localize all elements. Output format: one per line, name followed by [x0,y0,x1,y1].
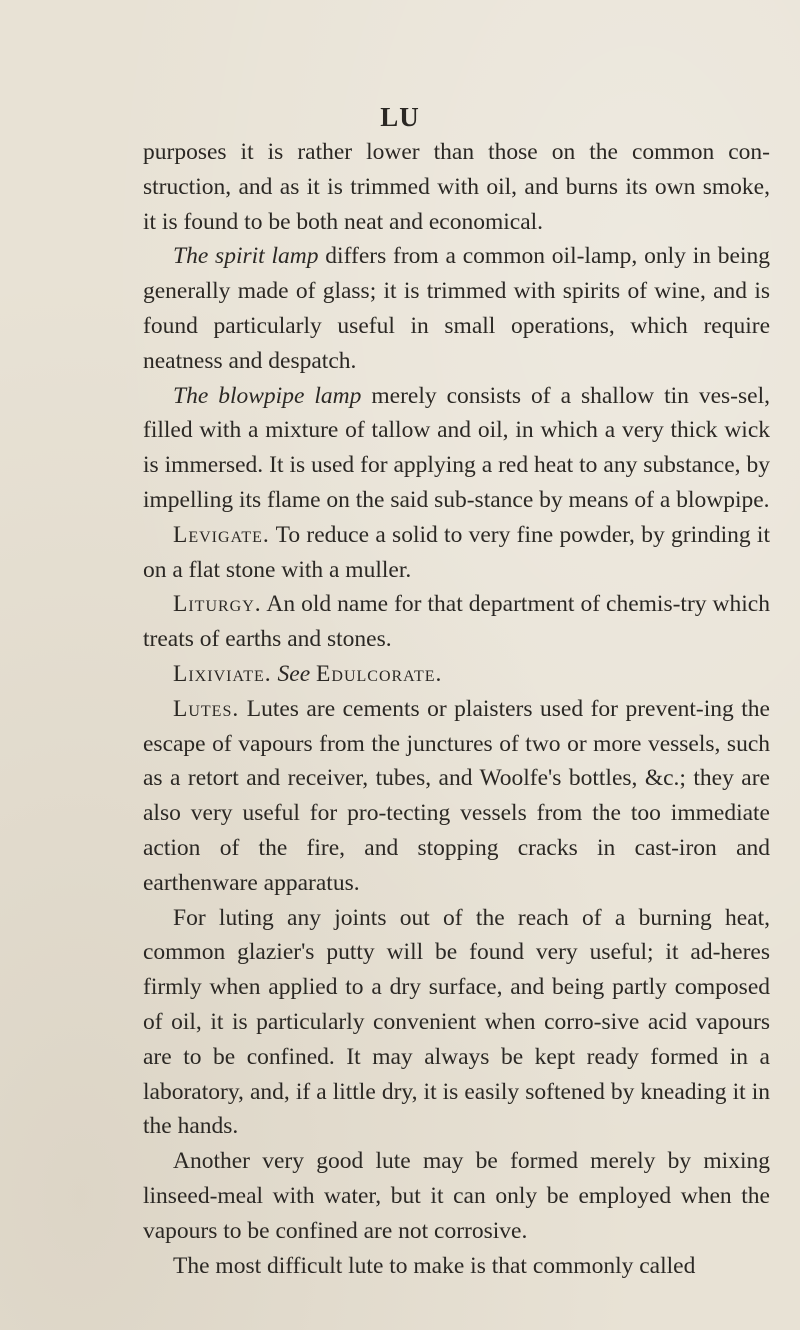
entry-term: Liturgy. [173,591,262,618]
running-head: LU [380,102,420,132]
paragraph-text: Another very good lute may be formed merely by mixing linseed-meal with water, but it can only be employed when the vapours to be confined are not corrosive. [143,1148,770,1244]
entry-term: Lutes. [173,695,240,722]
entry-term: Lixiviate. [173,660,272,687]
entry-definition: An old name for that department of chemis-try which treats of earths and stones. [143,591,770,653]
paragraph-spirit-lamp [143,239,770,378]
cross-reference-target: Edulcorate. [316,660,443,687]
paragraph-luting [143,901,770,1145]
paragraph-another-lute [143,1144,770,1248]
paragraph-text: differs from a common oil-lamp, only in being generally made of glass; it is trimmed with spirits of wine, and is found particularly useful in small operations, which require neatness and despatch. [143,243,770,374]
paragraph-difficult-lute [143,1249,770,1284]
cross-reference-label: See [271,660,317,687]
entry-lixiviate [143,657,770,692]
paragraph-text: merely consists of a shallow tin ves-sel, filled with a mixture of tallow and oil, in which a very thick wick is immersed. It is used for applying a red heat to any substance, by impelling its flame on the said sub-stance by means of a blowpipe. [143,382,770,513]
paragraph-text: For luting any joints out of the reach of a burning heat, common glazier's putty will be found very useful; it ad-heres firmly when applied to a dry surface, and being partly composed of oil, it is particularly convenient when corro-sive acid vapours are to be confined. It may always be kept ready formed in a laboratory, and, if a little dry, it is easily softened by kneading it in the hands. [143,904,770,1140]
entry-liturgy [143,587,770,657]
paragraph-continuation [143,135,770,239]
body-text [143,135,770,1283]
entry-subject: The spirit lamp [173,243,319,270]
paragraph-text: The most difficult lute to make is that commonly called [173,1252,696,1279]
entry-definition: Lutes are cements or plaisters used for prevent-ing the escape of vapours from the junctures of two or more vessels, such as a retort and receiver, tubes, and Woolfe's bottles, &c.; they are also very useful for pro-tecting vessels from the too immediate action of the fire, and stopping cracks in cast-iron and earthenware apparatus. [143,695,770,896]
entry-levigate [143,518,770,588]
entry-term: Levigate. [173,521,270,548]
paragraph-text: purposes it is rather lower than those on the common con-struction, and as it is trimmed with oil, and burns its own smoke, it is found to be both neat and economical. [143,139,770,235]
entry-lutes [143,692,770,901]
paragraph-blowpipe-lamp [143,379,770,518]
entry-subject: The blowpipe lamp [173,382,362,409]
entry-definition: To reduce a solid to very fine powder, by grinding it on a flat stone with a muller. [143,521,770,583]
